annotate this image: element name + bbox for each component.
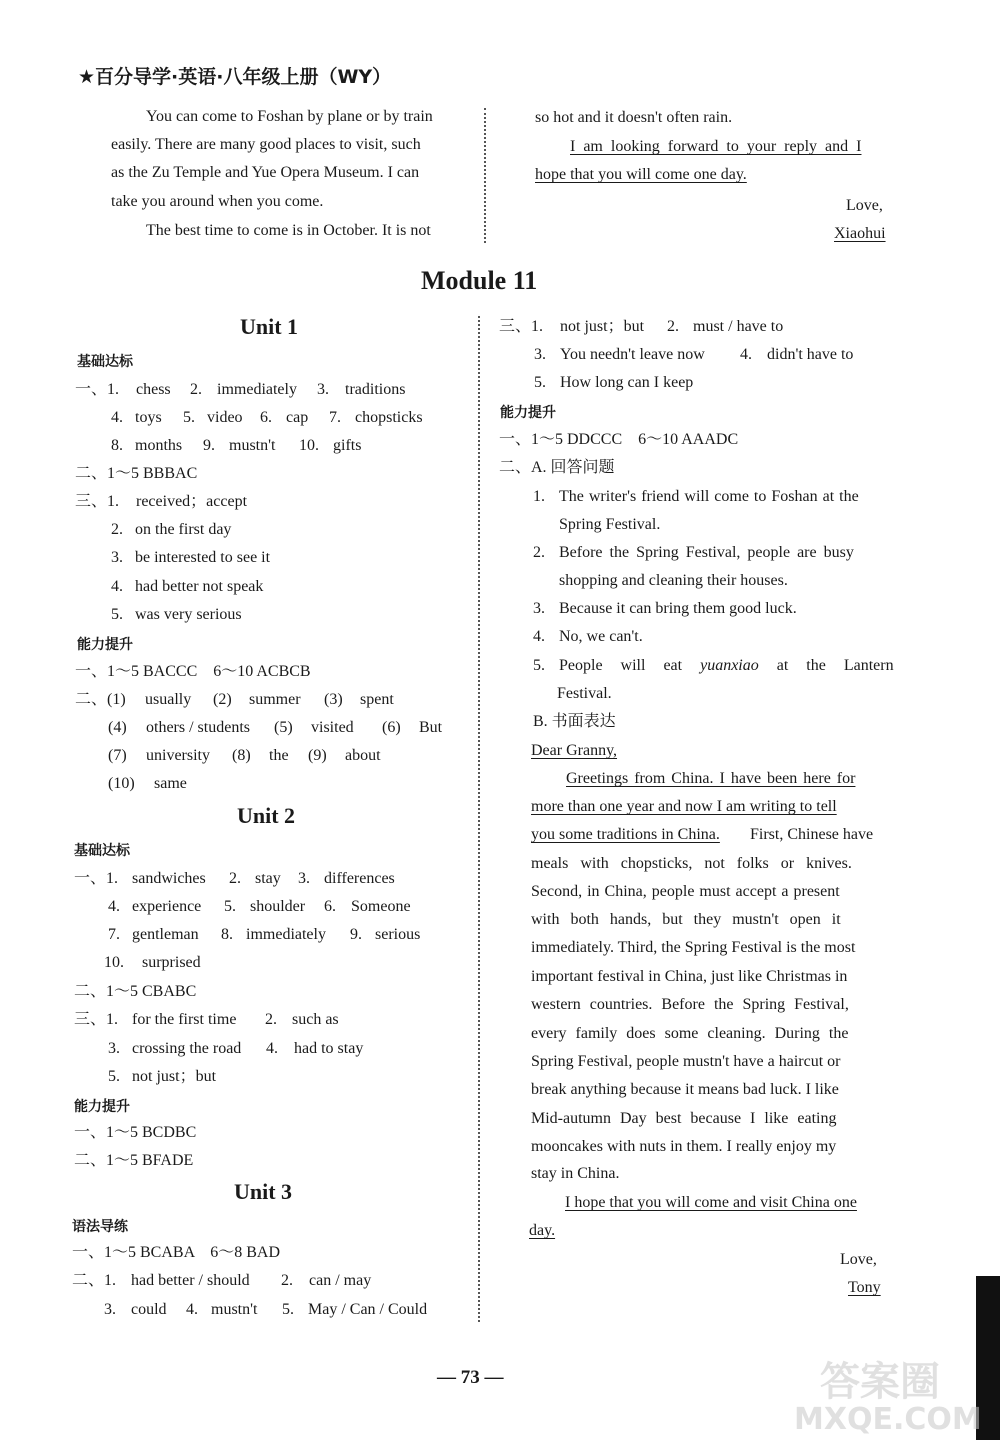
answer-text: had better not speak [135,578,264,595]
answer-text: received；accept [136,493,248,510]
answer-text: had to stay [294,1040,364,1057]
answer-row: Spring Festival. [559,516,661,533]
answer-text: 3. [317,381,329,398]
answer-text: (9) [308,747,327,764]
answer-text: 5. [108,1068,120,1085]
answer-text: 一、1. [75,381,120,398]
section-heading: 能力提升 [500,405,556,421]
letter-line: I hope that you will come and visit China one [565,1194,857,1211]
answer-text: 8. [111,437,123,454]
answer-text: 3. [108,1040,120,1057]
answer-text: visited [311,719,354,736]
answer-text: not just；but [560,318,645,335]
answer-text: surprised [142,954,201,971]
unit-title: Unit 2 [237,803,296,828]
answer-text: 4. [186,1301,198,1318]
answer-text: usually [145,691,192,708]
answer-row: 一、1～5 BCDBC [74,1124,197,1141]
module-title: Module 11 [421,266,538,295]
letter-line: more than one year and now I am writing to tell [531,798,837,815]
column-divider [478,316,480,1322]
answer-text: 5. [224,898,236,915]
answer-text: 三、1. [499,318,544,335]
answer-text: 三、1. [74,1011,119,1028]
letter-salutation: Dear Granny, [531,742,618,759]
answer-text: mustn't [211,1301,258,1318]
answer-text: People will eat yuanxiao at the Lantern [559,657,894,674]
answer-text: 7. [108,926,120,943]
letter-line: meals with chopsticks, not folks or knives. [531,855,852,872]
letter-closing: Love, [846,197,883,214]
answer-text: You needn't leave now [560,346,705,363]
answer-text: 5. [533,657,545,674]
letter-line: so hot and it doesn't often rain. [535,109,733,126]
watermark-logo: 答案圈 [820,1359,940,1405]
answer-text: serious [375,926,421,943]
answer-text: 4. [266,1040,278,1057]
answer-text: for the first time [132,1011,237,1028]
letter-line: First, Chinese have [750,826,874,843]
answer-text: had better / should [131,1272,250,1289]
letter-line: you some traditions in China. [531,826,720,843]
answer-text: same [154,775,187,792]
letter-line: day. [529,1222,556,1239]
answer-text: (4) [108,719,127,736]
answer-text: 2. [667,318,679,335]
answer-text: 5. [282,1301,294,1318]
answer-text: on the first day [135,521,232,538]
answer-row: 二、1～5 CBABC [74,983,197,1000]
answer-text: (3) [324,691,343,708]
section-heading: 基础达标 [74,843,130,859]
answer-text: mustn't [229,437,276,454]
answer-row: 一、1～5 BACCC 6～10 ACBCB [75,663,311,680]
letter-line: hope that you will come one day. [535,166,747,183]
answer-row: 一、1～5 BCABA 6～8 BAD [72,1244,281,1261]
answer-text: about [345,747,381,764]
answer-text: Because it can bring them good luck. [559,600,797,617]
answer-text: 3. [298,870,310,887]
answer-text: 二、(1) [75,691,126,708]
answer-text: Before the Spring Festival, people are busy [559,544,854,561]
answer-text: But [419,719,443,736]
answer-text: didn't have to [767,346,854,363]
answer-text: The writer's friend will come to Foshan at the [559,488,859,505]
answer-text: 6. [260,409,272,426]
letter-line: every family does some cleaning. During the [531,1025,849,1042]
answer-text: Someone [351,898,411,915]
letter-line: easily. There are many good places to visit, such [111,136,421,153]
answer-text: toys [135,409,162,426]
letter-line: You can come to Foshan by plane or by train [146,108,433,125]
answer-row: 二、A. 回答问题 [499,459,615,476]
answer-row: Festival. [557,685,612,702]
letter-line: Second, in China, people must accept a present [531,883,840,900]
answer-text: 2. [265,1011,277,1028]
answer-text: chess [136,381,171,398]
letter-line: Greetings from China. I have been here for [566,770,856,787]
unit-title: Unit 3 [234,1179,293,1204]
answer-text: 一、1. [74,870,119,887]
answer-text: immediately [217,381,297,398]
section-heading: 语法导练 [72,1219,128,1235]
answer-text: 3. [534,346,546,363]
answer-text: 9. [350,926,362,943]
answer-text: traditions [345,381,406,398]
answer-text: 8. [221,926,233,943]
letter-line: stay in China. [531,1165,620,1182]
answer-text: 二、1. [72,1272,117,1289]
answer-text: (5) [274,719,293,736]
answer-text: crossing the road [132,1040,242,1057]
answer-text: shoulder [250,898,306,915]
section-heading: 能力提升 [77,637,133,653]
watermark-url: MXQE.COM [794,1402,982,1437]
answer-text: must / have to [693,318,784,335]
answer-text: experience [132,898,202,915]
unit-title: Unit 1 [240,314,299,339]
answer-text: stay [255,870,281,887]
answer-text: 4. [111,578,123,595]
answer-text: 4. [740,346,752,363]
answer-text: 4. [533,628,545,645]
section-heading: 基础达标 [77,354,133,370]
answer-text: 三、1. [75,493,120,510]
answer-text: university [146,747,210,764]
answer-text: 1. [533,488,545,505]
letter-signature: Tony [848,1279,881,1296]
answer-text: 10. [104,954,124,971]
letter-line: mooncakes with nuts in them. I really enjoy my [531,1138,837,1155]
answer-row: shopping and cleaning their houses. [559,572,788,589]
answer-text: was very serious [135,606,242,623]
answer-text: (8) [232,747,251,764]
answer-text: 6. [324,898,336,915]
book-header: ★百分导学·英语·八年级上册（WY） [78,66,392,88]
answer-text: sandwiches [132,870,206,887]
answer-row: 二、1～5 BBBAC [75,465,198,482]
answer-text: others / students [146,719,250,736]
answer-text: 5. [534,374,546,391]
answer-text: 2. [190,381,202,398]
letter-line: take you around when you come. [111,193,324,210]
answer-text: How long can I keep [560,374,694,391]
letter-line: immediately. Third, the Spring Festival is the most [531,939,856,956]
answer-text: 7. [329,409,341,426]
answer-text: (10) [108,775,135,792]
letter-signature: Xiaohui [834,225,886,242]
answer-text: (2) [213,691,232,708]
answer-row: 一、1～5 DDCCC 6～10 AAADC [499,431,739,448]
answer-text: 3. [111,549,123,566]
answer-text: 2. [229,870,241,887]
answer-text: 5. [183,409,195,426]
answer-text: (7) [108,747,127,764]
answer-text: video [207,409,243,426]
answer-text: gentleman [132,926,199,943]
answer-text: 2. [111,521,123,538]
answer-text: 2. [533,544,545,561]
answer-text: gifts [333,437,362,454]
letter-line: western countries. Before the Spring Festival, [531,996,849,1013]
page-number: — 73 — [437,1367,504,1388]
answer-text: 3. [104,1301,116,1318]
answer-text: 10. [299,437,319,454]
answer-text: not just；but [132,1068,217,1085]
answer-text: 5. [111,606,123,623]
answer-text: No, we can't. [559,628,643,645]
letter-line: Mid-autumn Day best because I like eating [531,1110,837,1127]
answer-text: immediately [246,926,326,943]
answer-text: 9. [203,437,215,454]
column-divider [484,108,486,243]
answer-text: summer [249,691,301,708]
answer-text: 4. [108,898,120,915]
answer-text: (6) [382,719,401,736]
answer-text: be interested to see it [135,549,271,566]
answer-text: the [269,747,289,764]
answer-text: spent [360,691,394,708]
answer-text: can / may [309,1272,372,1289]
letter-line: The best time to come is in October. It is not [146,222,431,239]
letter-line: as the Zu Temple and Yue Opera Museum. I can [111,164,420,181]
answer-text: could [131,1301,167,1318]
answer-text: 3. [533,600,545,617]
letter-line: I am looking forward to your reply and I [570,138,862,155]
letter-line: with both hands, but they mustn't open it [531,911,841,928]
answer-text: chopsticks [355,409,423,426]
answer-text: 2. [281,1272,293,1289]
answer-row: B. 书面表达 [533,713,616,730]
letter-closing: Love, [840,1251,877,1268]
answer-text: such as [292,1011,339,1028]
section-heading: 能力提升 [74,1099,130,1115]
answer-text: cap [286,409,309,426]
letter-line: important festival in China, just like Christmas in [531,968,848,985]
answer-text: months [135,437,183,454]
answer-text: May / Can / Could [308,1301,428,1318]
answer-text: 4. [111,409,123,426]
answer-text: differences [324,870,395,887]
answer-row: 二、1～5 BFADE [74,1152,194,1169]
letter-line: break anything because it means bad luck. I like [531,1081,839,1098]
letter-line: Spring Festival, people mustn't have a haircut or [531,1053,841,1070]
